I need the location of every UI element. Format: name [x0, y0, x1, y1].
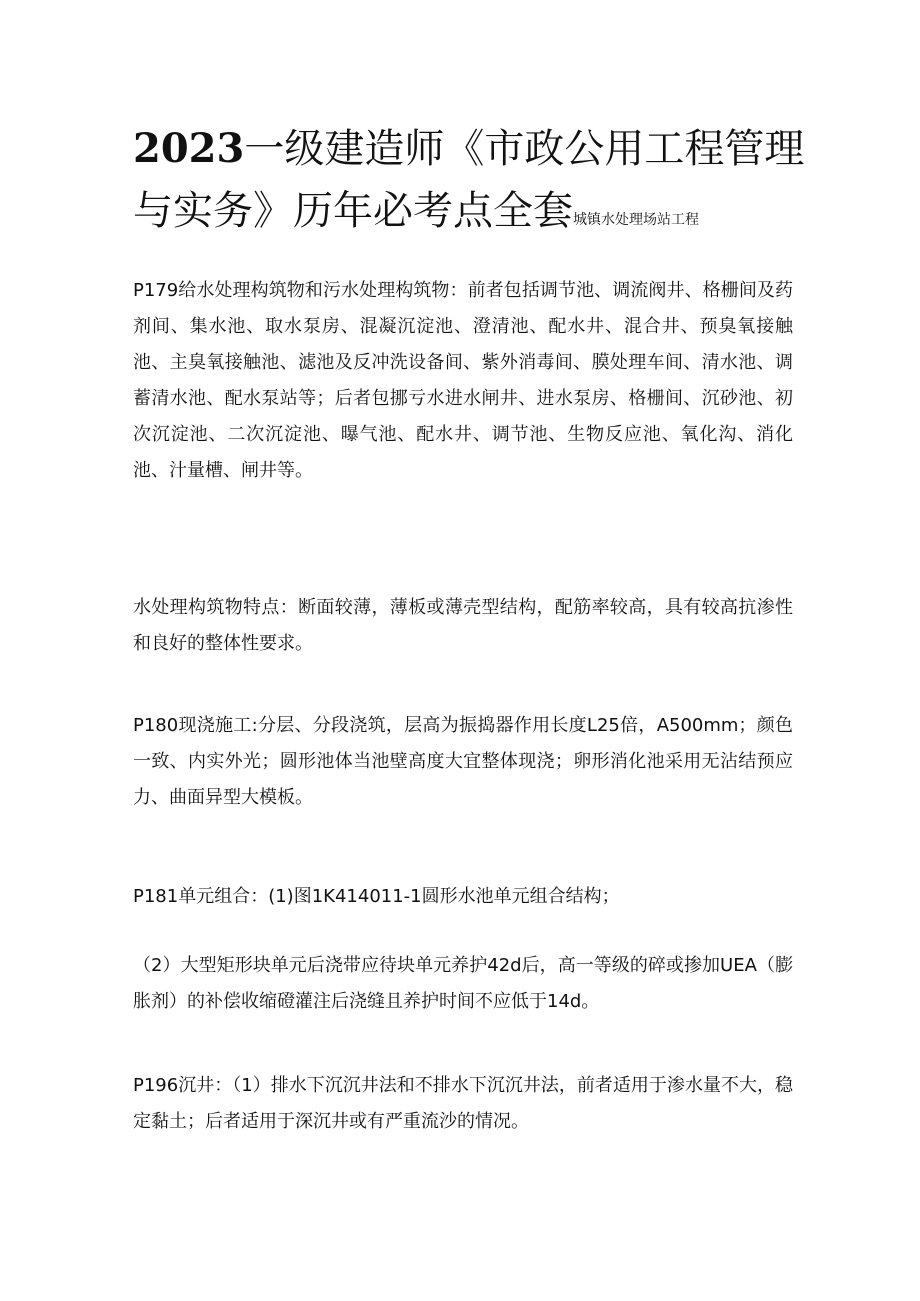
- title-main: 一级建造师《市政公用工程管理与实务》历年必考点全套: [133, 126, 805, 234]
- paragraph-p179: P179给水处理构筑物和污水处理构筑物：前者包括调节池、调流阀井、格栅间及药剂间、集水池、取水泵房、混凝沉淀池、澄清池、配水井、混合井、预臭氧接触池、主臭氧接触池、滤池及反冲洗设备间、紫外消毒间、膜处理车间、清水池、调蓄清水池、配水泵站等；后者包挪亏水进水闸井、进水泵房、格栅间、沉砂池、初次沉淀池、二次沉淀池、曝气池、配水井、调节池、生物反应池、氧化沟、消化池、汁量槽、闸井等。: [133, 280, 793, 481]
- paragraph-p181: P181单元组合：(1)图1K414011-1圆形水池单元组合结构；: [133, 886, 620, 907]
- title-subtitle: 城镇水处理场站工程: [573, 212, 699, 228]
- paragraph-p181-item2: （2）大型矩形块单元后浇带应待块单元养护42d后，高一等级的碎或掺加UEA（膨胀剂）的补偿收缩磴灌注后浇缝且养护时间不应低于14d。: [133, 955, 793, 1012]
- document-title: [133, 118, 813, 242]
- paragraph-p180: P180现浇施工:分层、分段浇筑，层高为振捣器作用长度L25倍，A500mm；颜色一致、内实外光；圆形池体当池壁高度大宜整体现浇；卵形消化池采用无沾结预应力、曲面异型大模板。: [133, 715, 793, 808]
- title-year: 2023: [133, 125, 245, 172]
- paragraph-p196: P196沉井：（1）排水下沉沉井法和不排水下沉沉井法，前者适用于渗水量不大，稳定黏土；后者适用于深沉井或有严重流沙的情况。: [133, 1075, 793, 1132]
- paragraph-features: 水处理构筑物特点：断面较薄，薄板或薄壳型结构，配筋率较高，具有较高抗渗性和良好的整体性要求。: [133, 597, 793, 654]
